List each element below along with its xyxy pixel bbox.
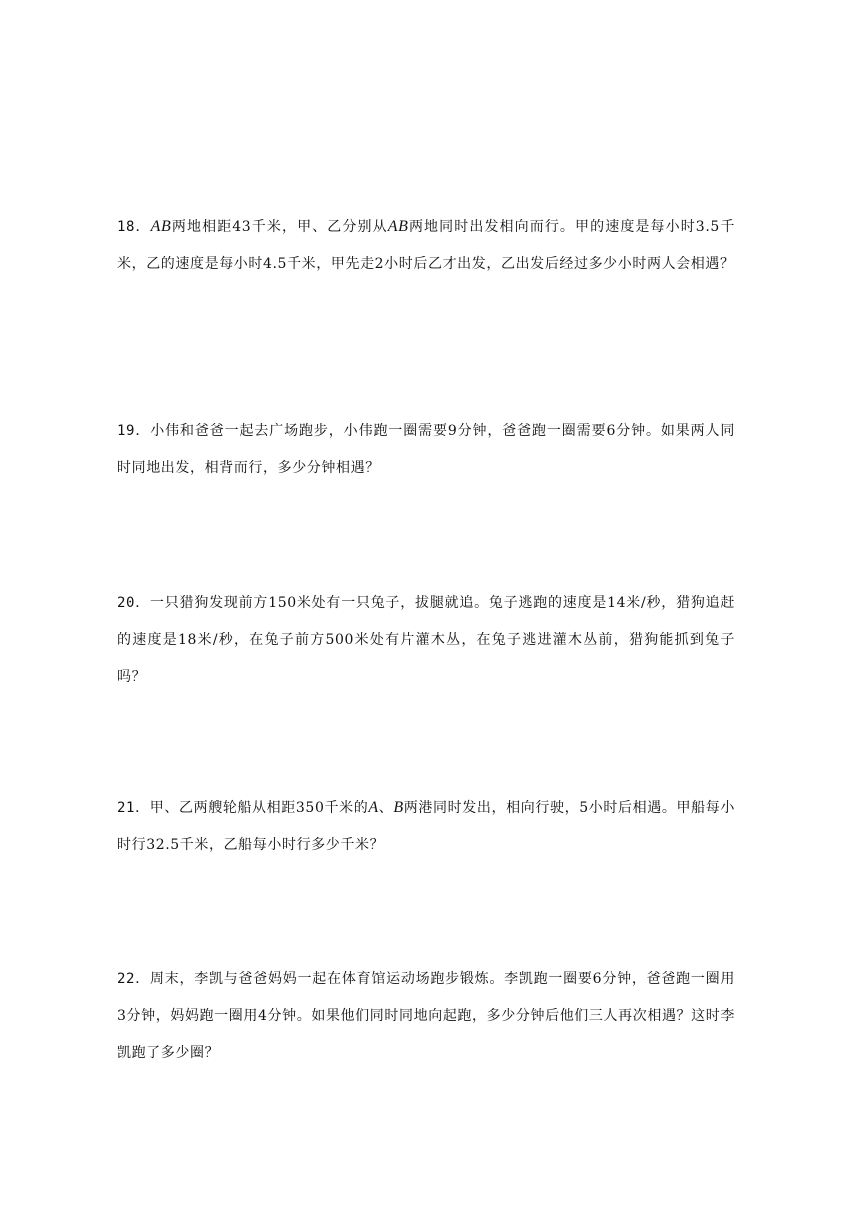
question-text: 两地相距43千米，甲、乙分别从 <box>171 219 388 235</box>
question-number: 21． <box>117 800 150 816</box>
variable-a: A <box>368 799 379 816</box>
question-22 <box>117 961 735 1072</box>
question-text: 一只猎狗发现前方150米处有一只兔子，拔腿就追。兔子逃跑的速度是14米/秒，猎狗追赶的速度是18米/秒，在兔子前方500米处有片灌木丛，在兔子逃进灌木丛前，猎狗能抓到兔子吗？ <box>117 595 735 685</box>
question-21 <box>117 789 735 864</box>
question-text: 两地同时出发相向而行。甲的速度是每小时3.5千米，乙的速度是每小时4.5千米，甲先走2小时后乙才出发，乙出发后经过多少小时两人会相遇？ <box>117 219 735 272</box>
variable-b: B <box>393 799 404 816</box>
variable-ab: AB <box>387 218 409 235</box>
question-number: 22． <box>117 971 150 987</box>
question-text: 甲、乙两艘轮船从相距350千米的 <box>149 800 369 816</box>
question-20 <box>117 585 735 696</box>
question-19 <box>117 413 735 487</box>
question-number: 19． <box>117 423 151 439</box>
variable-ab: AB <box>150 218 172 235</box>
question-number: 20． <box>117 595 151 611</box>
question-text: 两港同时发出，相向行驶，5小时后相遇。甲船每小时行32.5千米，乙船每小时行多少千米？ <box>117 800 735 853</box>
question-number: 18． <box>117 219 151 235</box>
question-text: 小伟和爸爸一起去广场跑步，小伟跑一圈需要9分钟，爸爸跑一圈需要6分钟。如果两人同时同地出发，相背而行，多少分钟相遇？ <box>117 423 735 476</box>
question-text: 周末，李凯与爸爸妈妈一起在体育馆运动场跑步锻炼。李凯跑一圈要6分钟，爸爸跑一圈用3分钟，妈妈跑一圈用4分钟。如果他们同时同地向起跑，多少分钟后他们三人再次相遇？这时李凯跑了多少圈？ <box>117 971 735 1061</box>
question-text: 、 <box>378 800 394 816</box>
question-18 <box>117 208 735 283</box>
